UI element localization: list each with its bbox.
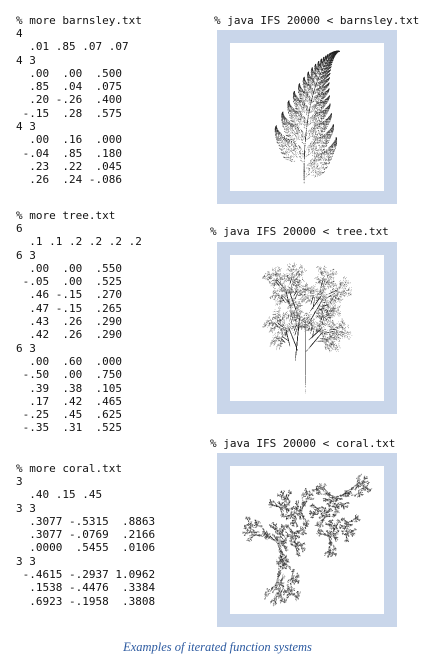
coral-line: .3077 -.5315 .8863 xyxy=(16,514,156,528)
barnsley-line: .00 .00 .500 xyxy=(16,66,122,80)
tree-plot xyxy=(230,255,384,401)
barnsley-image-frame xyxy=(217,30,397,204)
barnsley-line: 4 3 xyxy=(16,53,36,67)
barnsley-line: -.15 .28 .575 xyxy=(16,106,122,120)
tree-line: .39 .38 .105 xyxy=(16,381,122,395)
barnsley-line: 4 3 xyxy=(16,120,36,134)
coral-image-frame xyxy=(217,453,397,627)
barnsley-java-command: % java IFS 20000 < barnsley.txt xyxy=(214,14,420,27)
tree-line: .43 .26 .290 xyxy=(16,315,122,329)
coral-attractor-points xyxy=(242,474,372,606)
coral-line: -.4615 -.2937 1.0962 xyxy=(16,568,156,582)
tree-line: -.35 .31 .525 xyxy=(16,421,122,435)
tree-more-command: % more tree.txt xyxy=(16,209,116,222)
tree-line: 6 3 xyxy=(16,341,36,355)
tree-data-listing xyxy=(16,222,142,435)
barnsley-attractor-points xyxy=(275,51,340,183)
coral-line: .40 .15 .45 xyxy=(16,488,103,502)
coral-more-command: % more coral.txt xyxy=(16,462,122,475)
coral-line: .6923 -.1958 .3808 xyxy=(16,594,156,608)
coral-line: 3 xyxy=(16,475,23,488)
coral-plot xyxy=(230,466,384,614)
tree-line: .00 .00 .550 xyxy=(16,261,122,275)
barnsley-line: -.04 .85 .180 xyxy=(16,146,122,160)
coral-line: .3077 -.0769 .2166 xyxy=(16,528,156,542)
tree-line: .46 -.15 .270 xyxy=(16,288,122,302)
barnsley-line: .20 -.26 .400 xyxy=(16,93,122,107)
barnsley-line: .26 .24 -.086 xyxy=(16,173,122,187)
coral-java-command: % java IFS 20000 < coral.txt xyxy=(210,437,396,450)
coral-line: .0000 .5455 .0106 xyxy=(16,541,156,555)
tree-line: 6 3 xyxy=(16,248,36,262)
tree-line: .00 .60 .000 xyxy=(16,354,122,368)
tree-image-frame xyxy=(217,242,397,414)
coral-line: .1538 -.4476 .3384 xyxy=(16,581,156,595)
coral-data-listing xyxy=(16,475,155,608)
figure-caption: Examples of iterated function systems xyxy=(123,640,312,654)
barnsley-line: 4 xyxy=(16,27,23,40)
tree-line: .17 .42 .465 xyxy=(16,394,122,408)
tree-line: -.05 .00 .525 xyxy=(16,275,122,289)
tree-line: 6 xyxy=(16,222,23,235)
tree-java-command: % java IFS 20000 < tree.txt xyxy=(210,225,389,238)
barnsley-line: .85 .04 .075 xyxy=(16,80,122,94)
coral-line: 3 3 xyxy=(16,554,36,568)
tree-line: -.25 .45 .625 xyxy=(16,408,122,422)
barnsley-line: .00 .16 .000 xyxy=(16,133,122,147)
barnsley-line: .23 .22 .045 xyxy=(16,159,122,173)
coral-line: 3 3 xyxy=(16,501,36,515)
barnsley-line: .01 .85 .07 .07 xyxy=(16,40,129,54)
barnsley-more-command: % more barnsley.txt xyxy=(16,14,142,27)
barnsley-fern-plot xyxy=(230,43,384,191)
tree-line: .1 .1 .2 .2 .2 .2 xyxy=(16,235,142,249)
barnsley-data-listing xyxy=(16,27,129,187)
tree-line: -.50 .00 .750 xyxy=(16,368,122,382)
tree-line: .42 .26 .290 xyxy=(16,328,122,342)
tree-line: .47 -.15 .265 xyxy=(16,301,122,315)
tree-attractor-points xyxy=(262,263,352,393)
